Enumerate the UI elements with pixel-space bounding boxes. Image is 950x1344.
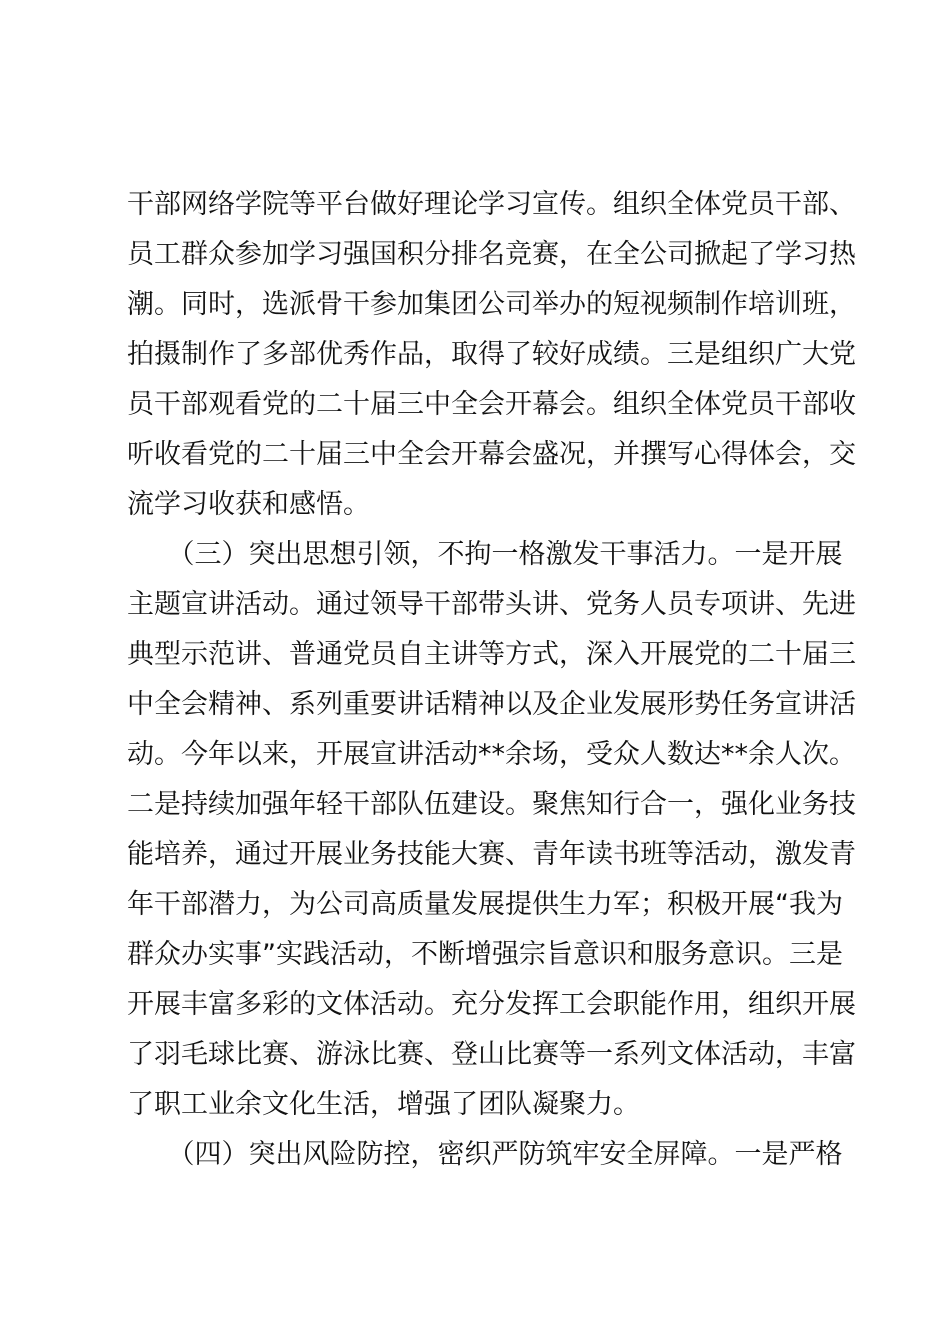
text-line: 拍摄制作了多部优秀作品，取得了较好成绩。三是组织广大党 [127,339,856,370]
document-body [127,180,856,1180]
text-line: 了职工业余文化生活，增强了团队凝聚力。 [127,1089,640,1120]
text-line: 年干部潜力，为公司高质量发展提供生力军；积极开展“我为 [127,889,843,920]
text-line: 潮。同时，选派骨干参加集团公司举办的短视频制作培训班， [127,289,856,320]
section-heading-line: （三）突出思想引领，不拘一格激发干事活力。一是开展 [127,539,843,570]
text-line: 员干部观看党的二十届三中全会开幕会。组织全体党员干部收 [127,389,856,420]
text-line: 主题宣讲活动。通过领导干部带头讲、党务人员专项讲、先进 [127,589,856,620]
section-heading-line: （四）突出风险防控，密织严防筑牢安全屏障。一是严格 [127,1139,843,1170]
text-line: 群众办实事”实践活动，不断增强宗旨意识和服务意识。三是 [127,939,843,970]
text-line: 干部网络学院等平台做好理论学习宣传。组织全体党员干部、 [127,189,856,220]
text-line: 中全会精神、系列重要讲话精神以及企业发展形势任务宣讲活 [127,689,856,720]
text-line: 典型示范讲、普通党员自主讲等方式，深入开展党的二十届三 [127,639,856,670]
text-line: 流学习收获和感悟。 [127,489,370,520]
text-line: 听收看党的二十届三中全会开幕会盛况，并撰写心得体会，交 [127,439,856,470]
text-line: 二是持续加强年轻干部队伍建设。聚焦知行合一，强化业务技 [127,789,856,820]
text-line: 能培养，通过开展业务技能大赛、青年读书班等活动，激发青 [127,839,856,870]
text-line: 动。今年以来，开展宣讲活动**余场，受众人数达**余人次。 [127,739,856,770]
text-line: 员工群众参加学习强国积分排名竞赛，在全公司掀起了学习热 [127,239,856,270]
text-line: 开展丰富多彩的文体活动。充分发挥工会职能作用，组织开展 [127,989,856,1020]
text-line: 了羽毛球比赛、游泳比赛、登山比赛等一系列文体活动，丰富 [127,1039,856,1070]
